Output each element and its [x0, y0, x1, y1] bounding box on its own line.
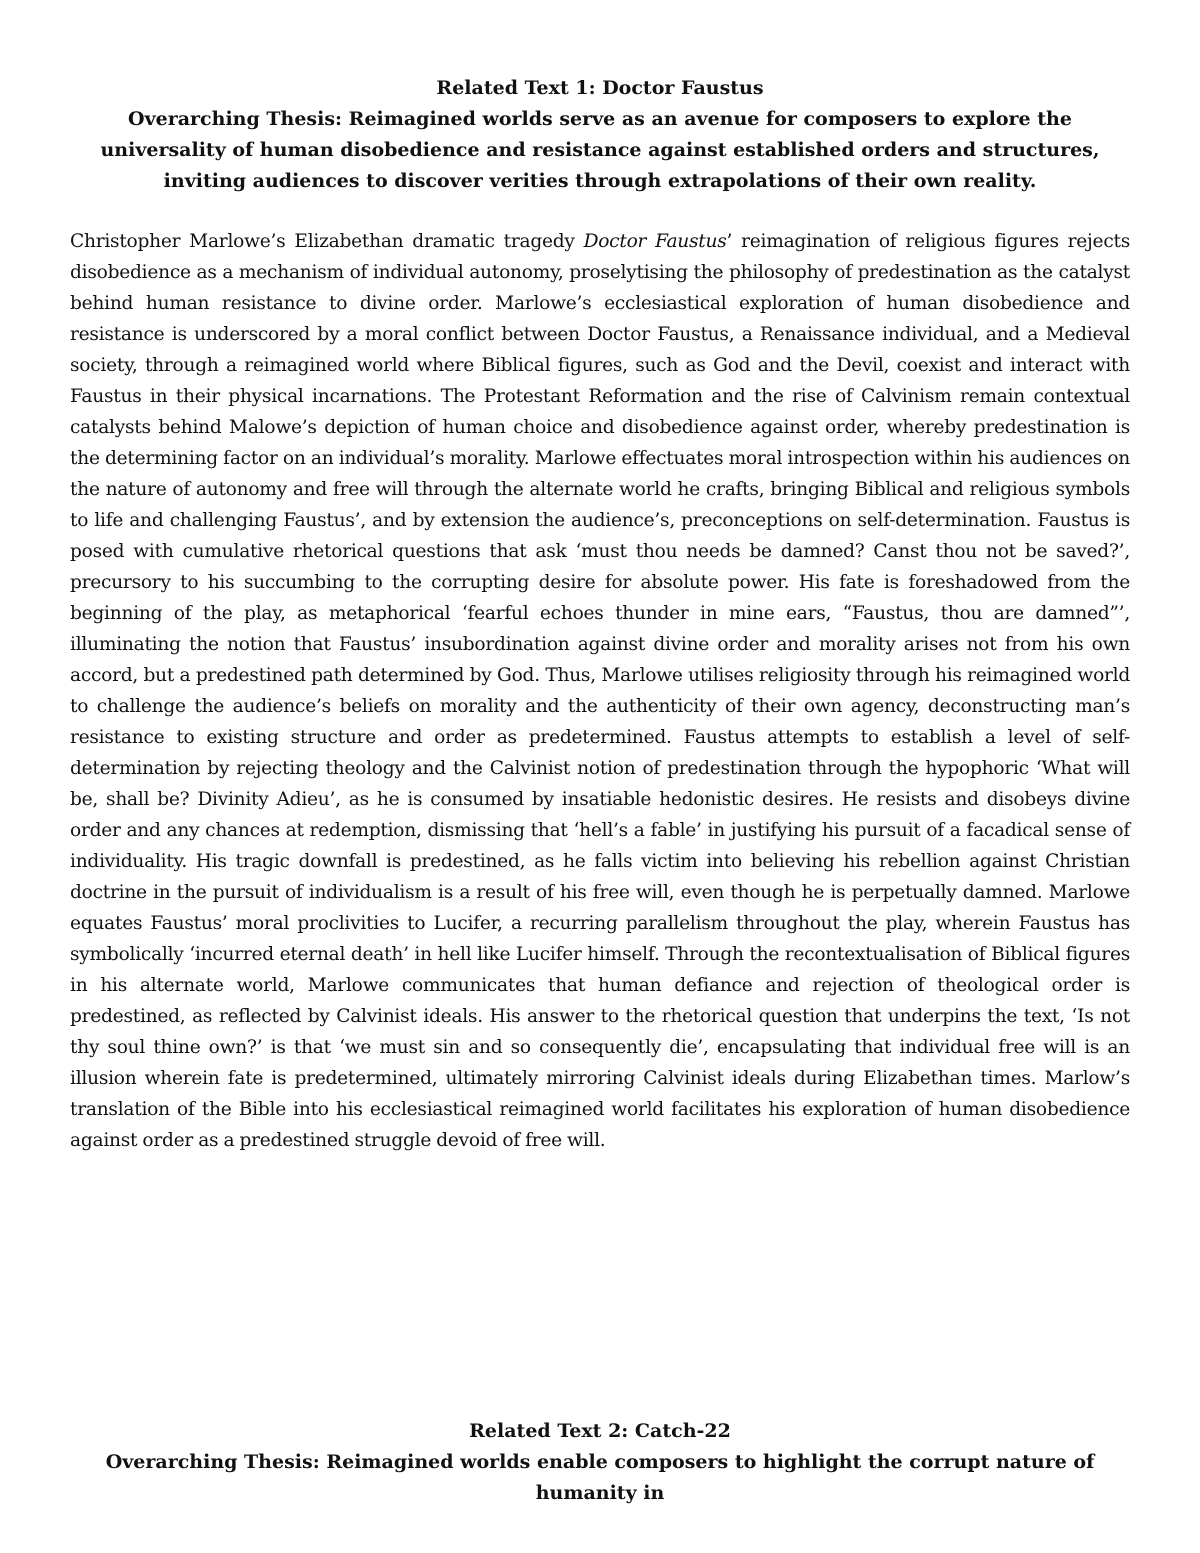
section-2-heading — [68, 1416, 1132, 1509]
body-lead-text: Christopher Marlowe’s Elizabethan dramatic tragedy — [70, 231, 584, 252]
section-1-body-paragraph — [70, 226, 1130, 1156]
section-2-title: Related Text 2: Catch-22 — [469, 1420, 731, 1442]
play-title-italic: Doctor Faustus — [583, 231, 727, 252]
section-1-thesis: Overarching Thesis: Reimagined worlds serve as an avenue for composers to explore the universality of human disobedience and resistance against established orders and structures, inviting audiences to discover verities through extrapolations of their own reality. — [100, 108, 1100, 192]
section-2-thesis: Overarching Thesis: Reimagined worlds enable composers to highlight the corrupt nature of humanity in — [105, 1451, 1095, 1504]
section-1-title: Related Text 1: Doctor Faustus — [436, 77, 764, 99]
body-main-text: ’ reimagination of religious figures rejects disobedience as a mechanism of individual autonomy, proselytising the philosophy of predestination as the catalyst behind human resistance to divine order. Marlowe’s ecclesiastical exploration of human disobedience and resistance is underscored by a moral conflict between Doctor Faustus, a Renaissance individual, and a Medieval society, through a reimagined world where Biblical figures, such as God and the Devil, coexist and interact with Faustus in their physical incarnations. The Protestant Reformation and the rise of Calvinism remain contextual catalysts behind Malowe’s depiction of human choice and disobedience against order, whereby predestination is the determining factor on an individual’s morality. Marlowe effectuates moral introspection within his audiences on the nature of autonomy and free will through the alternate world he crafts, bringing Biblical and religious symbols to life and challenging Faustus’, and by extension the audience’s, preconceptions on self-determination. Faustus is posed with cumulative rhetorical questions that ask ‘must thou needs be damned? Canst thou not be saved?’, precursory to his succumbing to the corrupting desire for absolute power. His fate is foreshadowed from the beginning of the play, as metaphorical ‘fearful echoes thunder in mine ears, “Faustus, thou are damned”’, illuminating the notion that Faustus’ insubordination against divine order and morality arises not from his own accord, but a predestined path determined by God. Thus, Marlowe utilises religiosity through his reimagined world to challenge the audience’s beliefs on morality and the authenticity of their own agency, deconstructing man’s resistance to existing structure and order as predetermined. Faustus attempts to establish a level of self-determination by rejecting theology and the Calvinist notion of predestination through the hypophoric ‘What will be, shall be? Divinity Adieu’, as he is consumed by insatiable hedonistic desires. He resists and disobeys divine order and any chances at redemption, dismissing that ‘hell’s a fable’ in justifying his pursuit of a facadical sense of individuality. His tragic downfall is predestined, as he falls victim into believing his rebellion against Christian doctrine in the pursuit of individualism is a result of his free will, even though he is perpetually damned. Marlowe equates Faustus’ moral proclivities to Lucifer, a recurring parallelism throughout the play, wherein Faustus has symbolically ‘incurred eternal death’ in hell like Lucifer himself. Through the recontextualisation of Biblical figures in his alternate world, Marlowe communicates that human defiance and rejection of theological order is predestined, as reflected by Calvinist ideals. His answer to the rhetorical question that underpins the text, ‘Is not thy soul thine own?’ is that ‘we must sin and so consequently die’, encapsulating that individual free will is an illusion wherein fate is predetermined, ultimately mirroring Calvinist ideals during Elizabethan times. Marlow’s translation of the Bible into his ecclesiastical reimagined world facilitates his exploration of human disobedience against order as a predestined struggle devoid of free will. — [70, 231, 1130, 1151]
section-1-heading — [68, 73, 1132, 197]
